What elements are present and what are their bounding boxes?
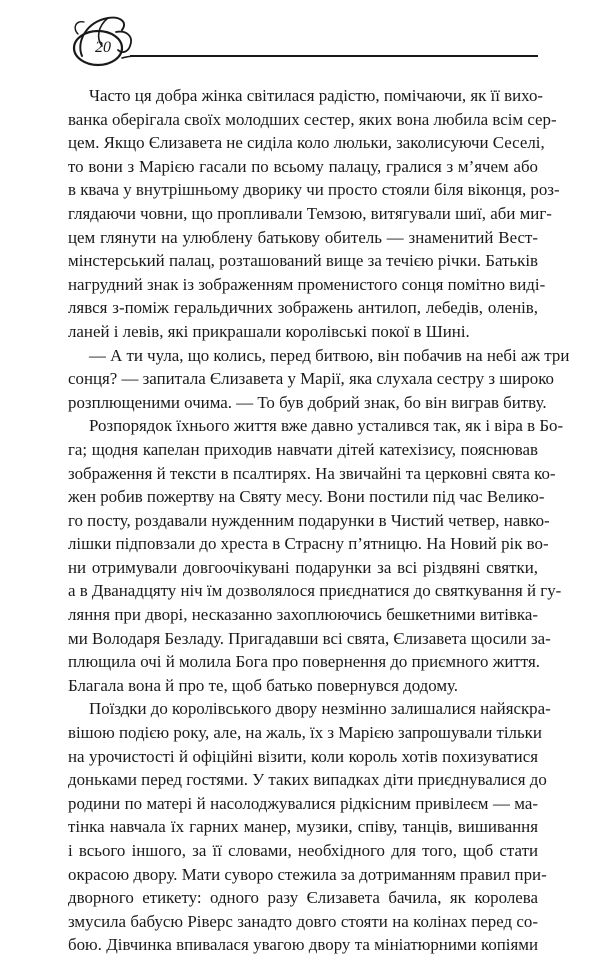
text-line: го посту, роздавали нужденним подарунки в Чистий четвер, навко-: [68, 510, 550, 530]
text-line: дворного етикету: одного разу Єлизавета бачила, як королева: [68, 888, 538, 908]
body-text: [68, 84, 570, 957]
paragraph: [68, 414, 564, 697]
text-line: розплющеними очима. — То був добрий знак, бо він виграв битву.: [68, 392, 547, 412]
text-line: то вони з Марією гасали по всьому палацу, гралися з м’ячем або: [68, 156, 538, 176]
text-line: цем глянути на улюблену батькову обитель — знаменитий Вест-: [68, 227, 538, 247]
text-line: ланей і левів, які прикрашали королівські покої в Шині.: [68, 321, 470, 341]
text-line: Розпорядок їхнього життя вже давно усталився так, як і віра в Бо-: [89, 416, 564, 436]
text-line: вішою подією року, але, на жаль, їх з Марією запрошували тільки: [68, 723, 542, 743]
text-line: а в Дванадцяту ніч їм дозволялося приєднатися до святкування й гу-: [68, 581, 562, 601]
text-line: ни отримували довгоочікувані подарунки за всі різдвяні святки,: [68, 557, 538, 577]
text-line: мінстерський палац, розташований вище за течією річки. Батьків: [68, 251, 538, 271]
text-line: ляння при дворі, несказанно захоплюючись бешкетними витівка-: [68, 605, 538, 625]
text-line: га; щодня капелан приходив навчати дітей катехізису, пояснював: [68, 439, 538, 459]
text-line: зображення й тексти в псалтирях. На звичайні та церковні свята ко-: [68, 463, 556, 483]
text-line: Благала вона й про те, щоб батько повернувся додому.: [68, 675, 459, 695]
running-header: [68, 12, 538, 70]
text-line: лішки підповзали до хреста в Страсну п’ятницю. На Новий рік во-: [68, 534, 549, 554]
text-line: доньками перед гостями. У таких випадках діти приєднувалися до: [68, 770, 547, 790]
paragraph: [68, 344, 570, 415]
text-line: Часто ця добра жінка світилася радістю, помічаючи, як її вихо-: [89, 86, 544, 105]
text-line: на урочистості й офіційні візити, коли король хотів похизуватися: [68, 746, 538, 766]
text-line: родини по матері й насолоджувалися рідкісним привілеєм — ма-: [68, 793, 538, 813]
text-line: нагрудний знак із зображенням променистого сонця помітно виді-: [68, 274, 546, 294]
text-line: тінка навчала їх гарних манер, музики, співу, танців, вишивання: [68, 817, 538, 837]
text-line: Поїздки до королівського двору незмінно залишалися найяскра-: [89, 699, 551, 719]
text-line: в квача у внутрішньому дворику чи просто стояли біля віконця, роз-: [68, 180, 560, 200]
text-line: — А ти чула, що колись, перед битвою, він побачив на небі аж три: [89, 345, 570, 365]
text-line: і всього іншого, за її словами, необхідного для того, щоб стати: [68, 841, 538, 860]
header-rule: [130, 55, 538, 57]
text-line: ванка оберігала своїх молодших сестер, яких вона любила всім сер-: [68, 109, 557, 129]
text-line: жен робив пожертву на Святу месу. Вони постили під час Велико-: [68, 487, 545, 507]
text-line: сонця? — запитала Єлизавета у Марії, яка слухала сестру з широко: [68, 369, 555, 389]
text-line: окрасою двору. Мати суворо стежила за дотриманням правил при-: [68, 864, 547, 884]
text-line: лявся з-поміж геральдичних зображень антилоп, лебедів, оленів,: [68, 298, 538, 318]
text-line: цем. Якщо Єлизавета не сиділа коло люльки, заколисуючи Сеселі,: [68, 133, 545, 153]
text-line: плющила очі й молила Бога про повернення до приємного життя.: [68, 652, 540, 672]
text-line: бою. Дівчинка впивалася увагою двору та мініатюрними копіями: [68, 935, 538, 955]
paragraph: [68, 697, 551, 957]
text-line: ми Володаря Безладу. Пригадавши всі свята, Єлизавета щосили за-: [68, 628, 551, 648]
page-number: 20: [95, 39, 111, 56]
paragraph: [68, 84, 560, 344]
text-line: глядаючи човни, що пропливали Темзою, витягували шиї, аби миг-: [68, 203, 552, 223]
text-line: змусила бабусю Ріверс занадто довго стояти на колінах перед со-: [68, 911, 538, 931]
